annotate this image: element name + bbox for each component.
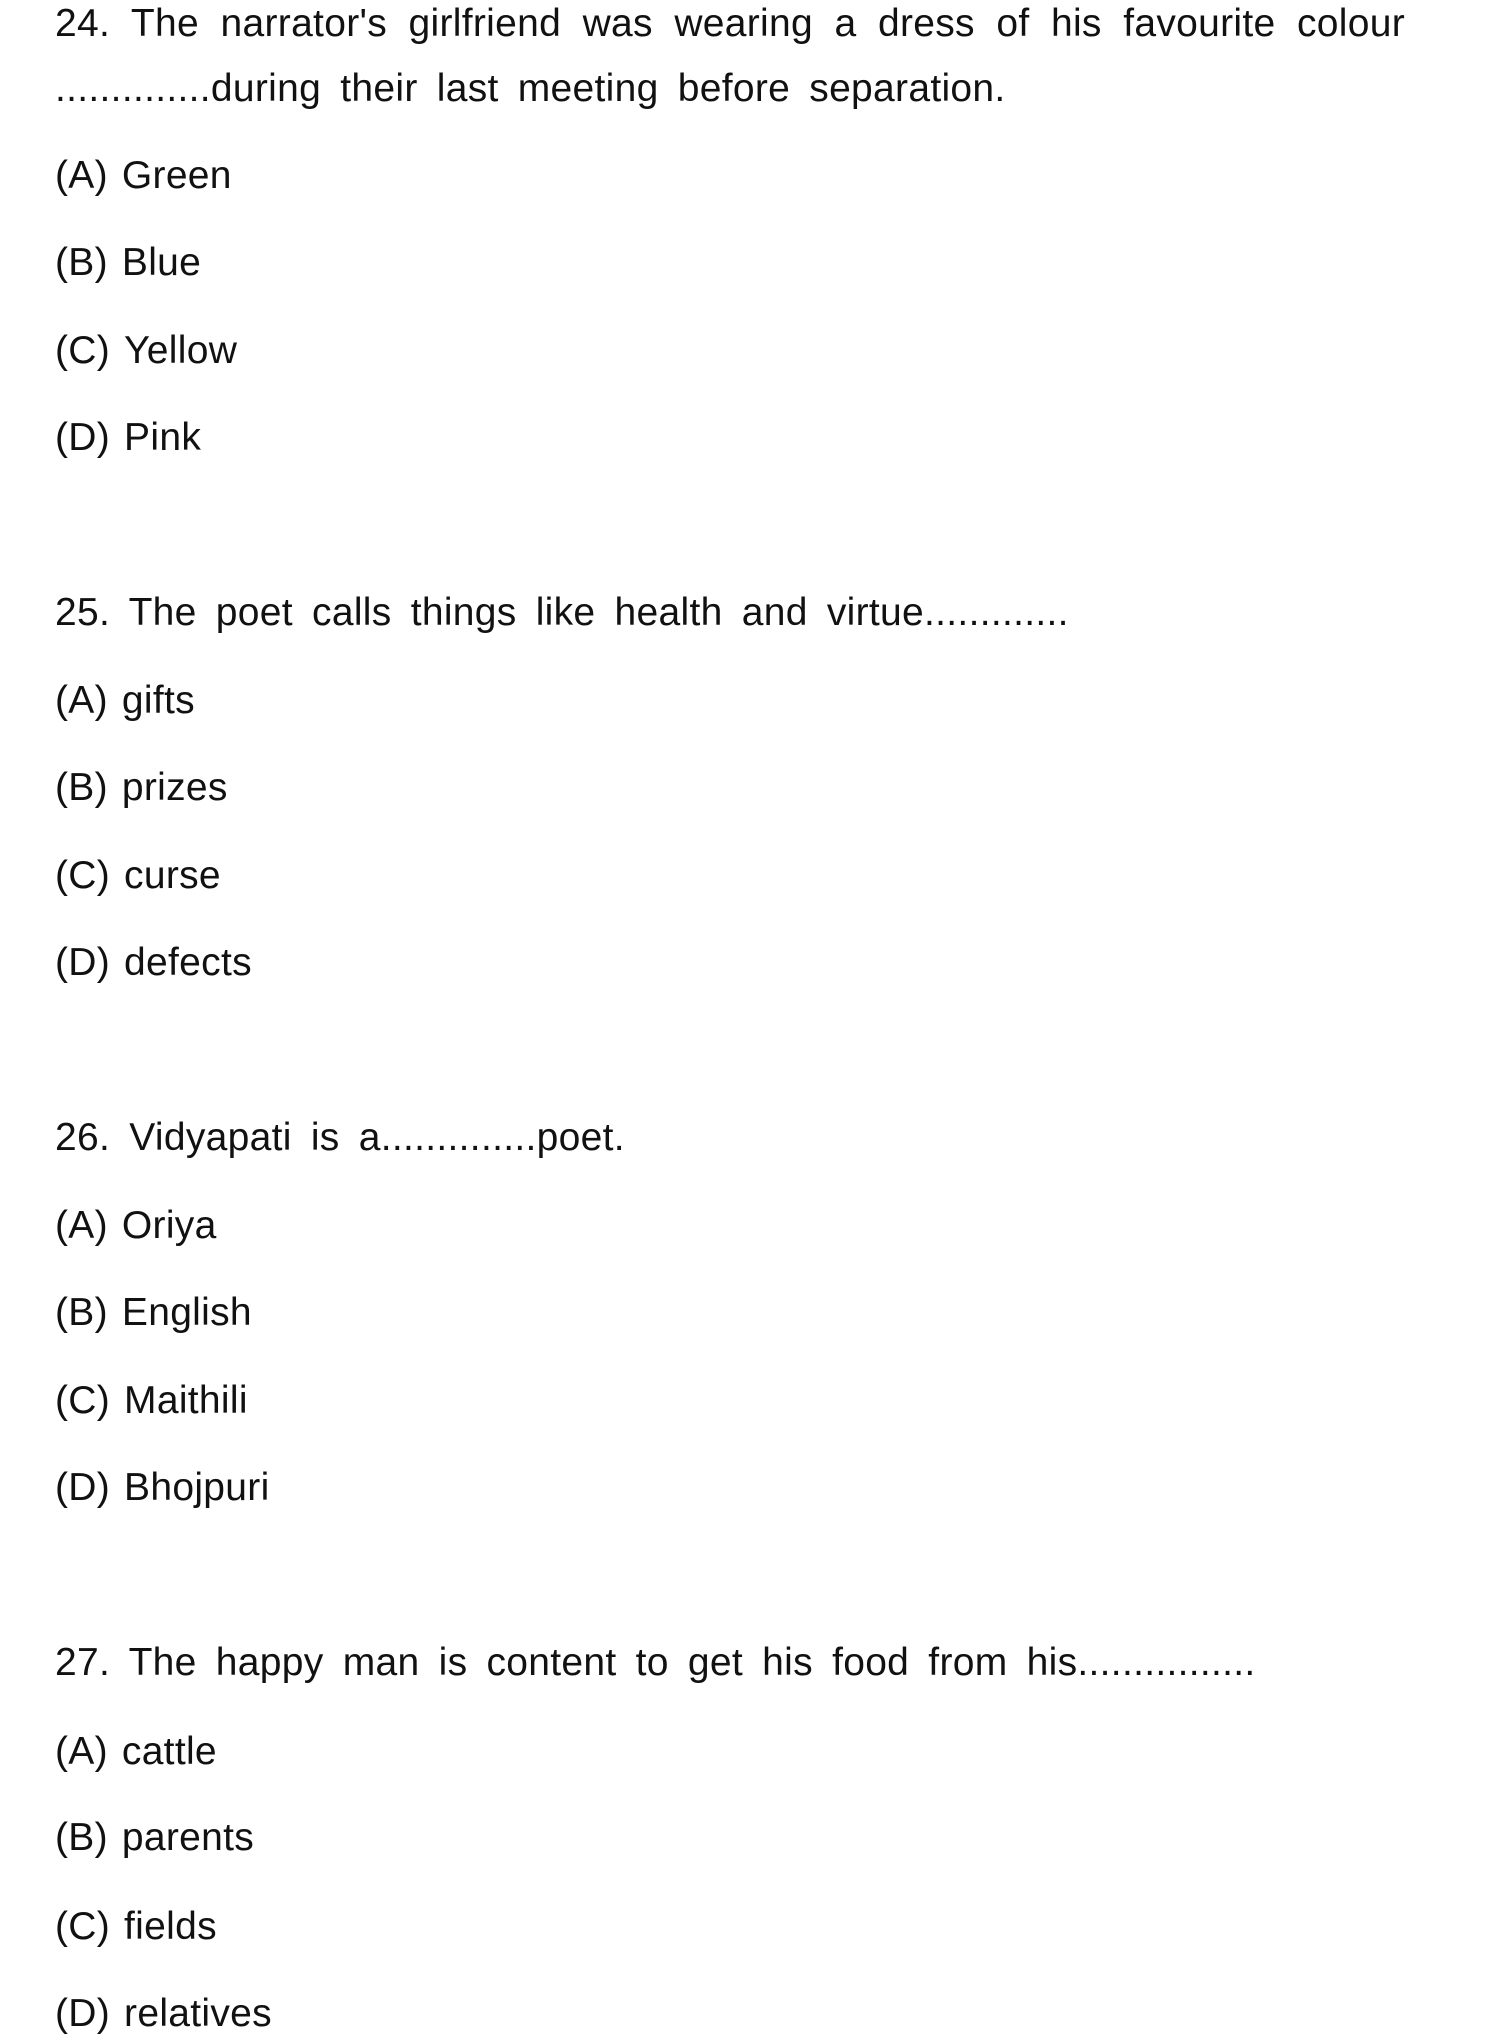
option-text: curse — [124, 854, 221, 897]
option-a — [55, 681, 195, 720]
option-letter: (A) — [55, 1204, 108, 1247]
option-text: defects — [124, 941, 252, 984]
question-text-line: The happy man is content to get his food from his................ — [128, 1641, 1256, 1684]
option-letter: (B) — [55, 766, 108, 809]
option-letter: (B) — [55, 1816, 108, 1859]
option-text: English — [121, 1291, 252, 1334]
option-text: relatives — [124, 1992, 272, 2035]
option-text: Yellow — [124, 329, 238, 372]
option-text: Maithili — [124, 1379, 248, 1422]
question-text-line: Vidyapati is a..............poet. — [129, 1116, 625, 1159]
option-b — [55, 1293, 252, 1332]
option-text: prizes — [121, 766, 228, 809]
option-b — [55, 1818, 254, 1857]
option-text: Green — [121, 154, 232, 197]
option-text: parents — [121, 1816, 255, 1859]
option-text: fields — [124, 1905, 217, 1948]
option-c — [55, 1381, 248, 1420]
option-letter: (A) — [55, 1730, 108, 1773]
question-text — [55, 593, 1069, 632]
question-text — [55, 1643, 1256, 1682]
question-text-line: The poet calls things like health and virtue............. — [128, 591, 1069, 634]
option-a — [55, 156, 232, 195]
option-c — [55, 1907, 217, 1946]
option-d — [55, 1994, 272, 2033]
option-letter: (C) — [55, 854, 111, 897]
option-b — [55, 243, 201, 282]
option-letter: (D) — [55, 1466, 111, 1509]
option-letter: (A) — [55, 679, 108, 722]
option-text: cattle — [121, 1730, 217, 1773]
option-c — [55, 331, 237, 370]
question-text-line: The narrator's girlfriend was wearing a dress of his favourite colour — [130, 2, 1405, 45]
question-number: 26. — [55, 1116, 111, 1159]
option-text: gifts — [121, 679, 195, 722]
option-text: Oriya — [121, 1204, 217, 1247]
option-d — [55, 418, 201, 457]
option-letter: (C) — [55, 1379, 111, 1422]
option-letter: (A) — [55, 154, 108, 197]
option-letter: (D) — [55, 1992, 111, 2035]
option-letter: (C) — [55, 329, 111, 372]
question-number: 25. — [55, 591, 111, 634]
option-letter: (B) — [55, 1291, 108, 1334]
option-c — [55, 856, 221, 895]
option-letter: (B) — [55, 241, 108, 284]
option-d — [55, 943, 252, 982]
option-text: Bhojpuri — [124, 1466, 270, 1509]
question-text — [55, 4, 1405, 43]
option-b — [55, 768, 228, 807]
option-a — [55, 1732, 217, 1771]
question-text-line: ..............during their last meeting before separation. — [55, 67, 1006, 110]
option-letter: (D) — [55, 416, 111, 459]
option-a — [55, 1206, 217, 1245]
option-letter: (C) — [55, 1905, 111, 1948]
question-number: 27. — [55, 1641, 111, 1684]
option-d — [55, 1468, 270, 1507]
question-number: 24. — [55, 2, 111, 45]
option-text: Pink — [124, 416, 202, 459]
option-letter: (D) — [55, 941, 111, 984]
option-text: Blue — [121, 241, 202, 284]
question-text — [55, 1118, 625, 1157]
